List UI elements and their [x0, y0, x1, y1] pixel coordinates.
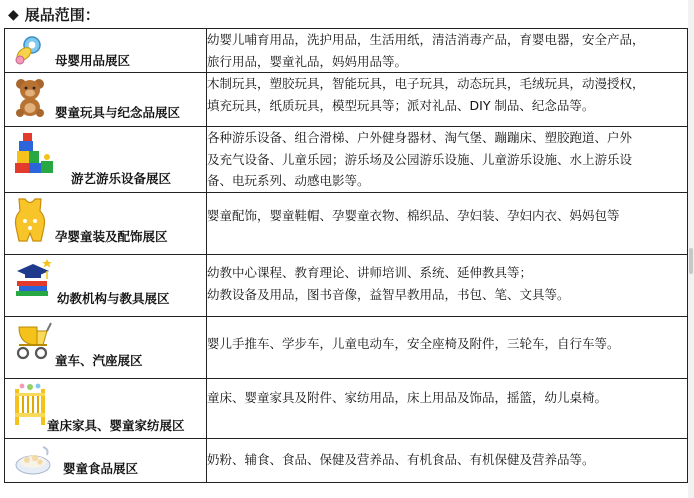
table-row [5, 73, 688, 127]
category-label: 婴童玩具与纪念品展区 [55, 105, 181, 120]
category-description: 婴童配饰，婴童鞋帽、孕婴童衣物、棉织品、孕妇装、孕妇内衣、妈妈包等 [207, 193, 688, 255]
table-row [5, 317, 688, 379]
section-title: 展品范围： [24, 6, 100, 24]
table-row [5, 439, 688, 483]
table-row [5, 193, 688, 255]
baby-food-icon [13, 443, 53, 477]
category-cell [5, 127, 207, 193]
category-label: 母婴用品展区 [55, 53, 131, 68]
category-label: 童车、汽座展区 [55, 353, 143, 368]
category-cell [5, 73, 207, 127]
category-cell [5, 29, 207, 73]
section-heading [8, 5, 100, 25]
table-row [5, 379, 688, 439]
category-cell [5, 193, 207, 255]
category-label: 童床家具、婴童家纺展区 [47, 418, 185, 433]
category-label: 婴童食品展区 [63, 461, 139, 476]
teddy-bear-icon [13, 77, 47, 117]
category-cell [5, 379, 207, 439]
baby-crib-icon [13, 383, 47, 427]
category-label: 幼教机构与教具展区 [57, 291, 170, 306]
pacifier-icon [13, 33, 47, 67]
category-cell [5, 317, 207, 379]
category-description: 婴儿手推车、学步车，儿童电动车，安全座椅及附件，三轮车，自行车等。 [207, 317, 688, 379]
scrollbar-thumb[interactable] [689, 248, 693, 274]
vertical-scrollbar[interactable] [688, 0, 694, 498]
category-cell [5, 255, 207, 317]
diamond-bullet-icon: ◆ [8, 7, 19, 23]
category-description: 童床、婴童家具及附件、家纺用品，床上用品及饰品，摇篮，幼儿桌椅。 [207, 379, 688, 439]
category-label: 孕婴童装及配饰展区 [55, 229, 168, 244]
exhibit-categories-table [4, 28, 688, 483]
category-label: 游艺游乐设备展区 [71, 171, 172, 186]
building-blocks-icon [13, 131, 57, 177]
category-description: 木制玩具，塑胶玩具，智能玩具，电子玩具，动态玩具，毛绒玩具，动漫授权， 填充玩具，纸质玩具，模型玩具等；派对礼品、DIY 制品、纪念品等。 [207, 73, 688, 127]
baby-stroller-icon [13, 321, 53, 361]
category-description: 奶粉、辅食、食品、保健及营养品、有机食品、有机保健及营养品等。 [207, 439, 688, 483]
table-row [5, 127, 688, 193]
category-cell [5, 439, 207, 483]
baby-clothes-icon [13, 197, 47, 245]
category-description: 幼婴儿哺育用品，洗护用品，生活用纸，清洁消毒产品，育婴电器，安全产品， 旅行用品，婴童礼品，妈妈用品等。 [207, 29, 688, 73]
table-row [5, 29, 688, 73]
category-description: 幼教中心课程、教育理论、讲师培训、系统、延伸教具等； 幼教设备及用品，图书音像，益智早教用品，书包、笔、文具等。 [207, 255, 688, 317]
graduation-cap-books-icon [13, 259, 53, 297]
table-row [5, 255, 688, 317]
category-description: 各种游乐设备、组合滑梯、户外健身器材、淘气堡、蹦蹦床、塑胶跑道、户外 及充气设备、儿童乐园；游乐场及公园游乐设施、儿童游乐设施、水上游乐设 备、电玩系列、动感电影等。 [207, 127, 688, 193]
